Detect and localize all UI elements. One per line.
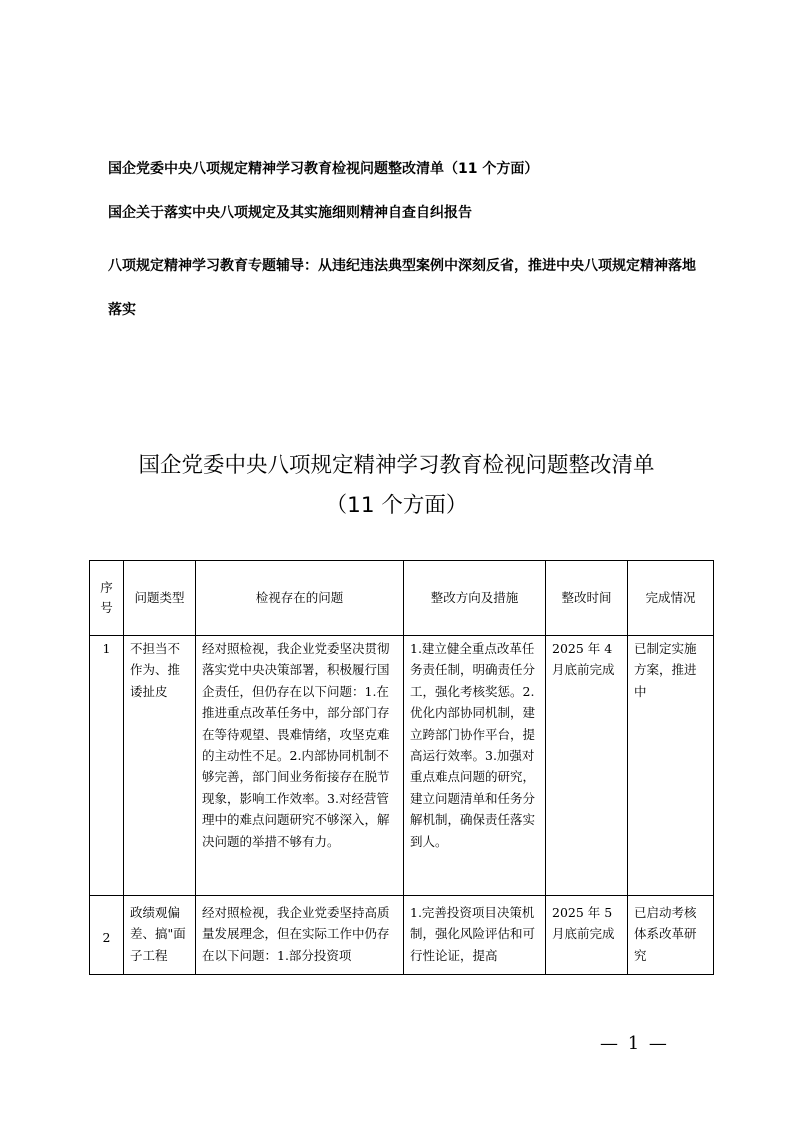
table-row <box>90 636 714 896</box>
row-deadline: 2025 年 4 月底前完成 <box>546 636 628 896</box>
document-title-line1: 国企党委中央八项规定精神学习教育检视问题整改清单 <box>138 453 655 478</box>
header-deadline: 整改时间 <box>546 561 628 636</box>
row-problem: 经对照检视，我企业党委坚决贯彻落实党中央决策部署，积极履行国企责任，但仍存在以下问题：1.在推进重点改革任务中，部分部门存在等待观望、畏难情绪，攻坚克难的主动性不足。2.内部协同机制不够完善，部门间业务衔接存在脱节现象，影响工作效率。3.对经营管理中的难点问题研究不够深入，解决问题的举措不够有力。 <box>196 636 404 896</box>
rectification-table <box>89 560 714 975</box>
header-status: 完成情况 <box>628 561 714 636</box>
row-type: 不担当不作为、推诿扯皮 <box>124 636 196 896</box>
row-measures <box>404 896 546 975</box>
header-type: 问题类型 <box>124 561 196 636</box>
row-deadline <box>546 896 628 975</box>
row-index: 2 <box>90 896 124 975</box>
related-link-3[interactable]: 八项规定精神学习教育专题辅导：从违纪违法典型案例中深刻反省，推进中央八项规定精神落地落实 <box>108 258 696 318</box>
row-deadline-text: 2025 年 5 月底前完成 <box>552 905 615 942</box>
row-status-text: 已启动考核体系改革研究 <box>634 905 697 963</box>
document-title-line2: （11 个方面） <box>325 493 468 518</box>
row-problem-text: 经对照检视，我企业党委坚持高质量发展理念，但在实际工作中仍存在以下问题：1.部分投资项 <box>202 905 390 963</box>
document-title <box>80 446 713 526</box>
row-status: 已制定实施方案，推进中 <box>628 636 714 896</box>
row-measures-text: 1.完善投资项目决策机制，强化风险评估和可行性论证，提高 <box>410 905 536 963</box>
header-index: 序号 <box>90 561 124 636</box>
row-measures: 1.建立健全重点改革任务责任制，明确责任分工，强化考核奖惩。2.优化内部协同机制，建立跨部门协作平台，提高运行效率。3.加强对重点难点问题的研究，建立问题清单和任务分解机制，确保责任落实到人。 <box>404 636 546 896</box>
row-status <box>628 896 714 975</box>
page-number: — 1 — <box>600 1033 669 1054</box>
related-link-2[interactable]: 国企关于落实中央八项规定及其实施细则精神自查自纠报告 <box>108 205 472 221</box>
row-type-text: 政绩观偏差、搞"面子工程 <box>130 905 186 963</box>
header-measures: 整改方向及措施 <box>404 561 546 636</box>
related-link-1[interactable]: 国企党委中央八项规定精神学习教育检视问题整改清单（11 个方面） <box>108 161 539 177</box>
row-type <box>124 896 196 975</box>
row-index: 1 <box>90 636 124 896</box>
header-problem: 检视存在的问题 <box>196 561 404 636</box>
table-row <box>90 896 714 975</box>
table-header-row <box>90 561 714 636</box>
row-problem <box>196 896 404 975</box>
